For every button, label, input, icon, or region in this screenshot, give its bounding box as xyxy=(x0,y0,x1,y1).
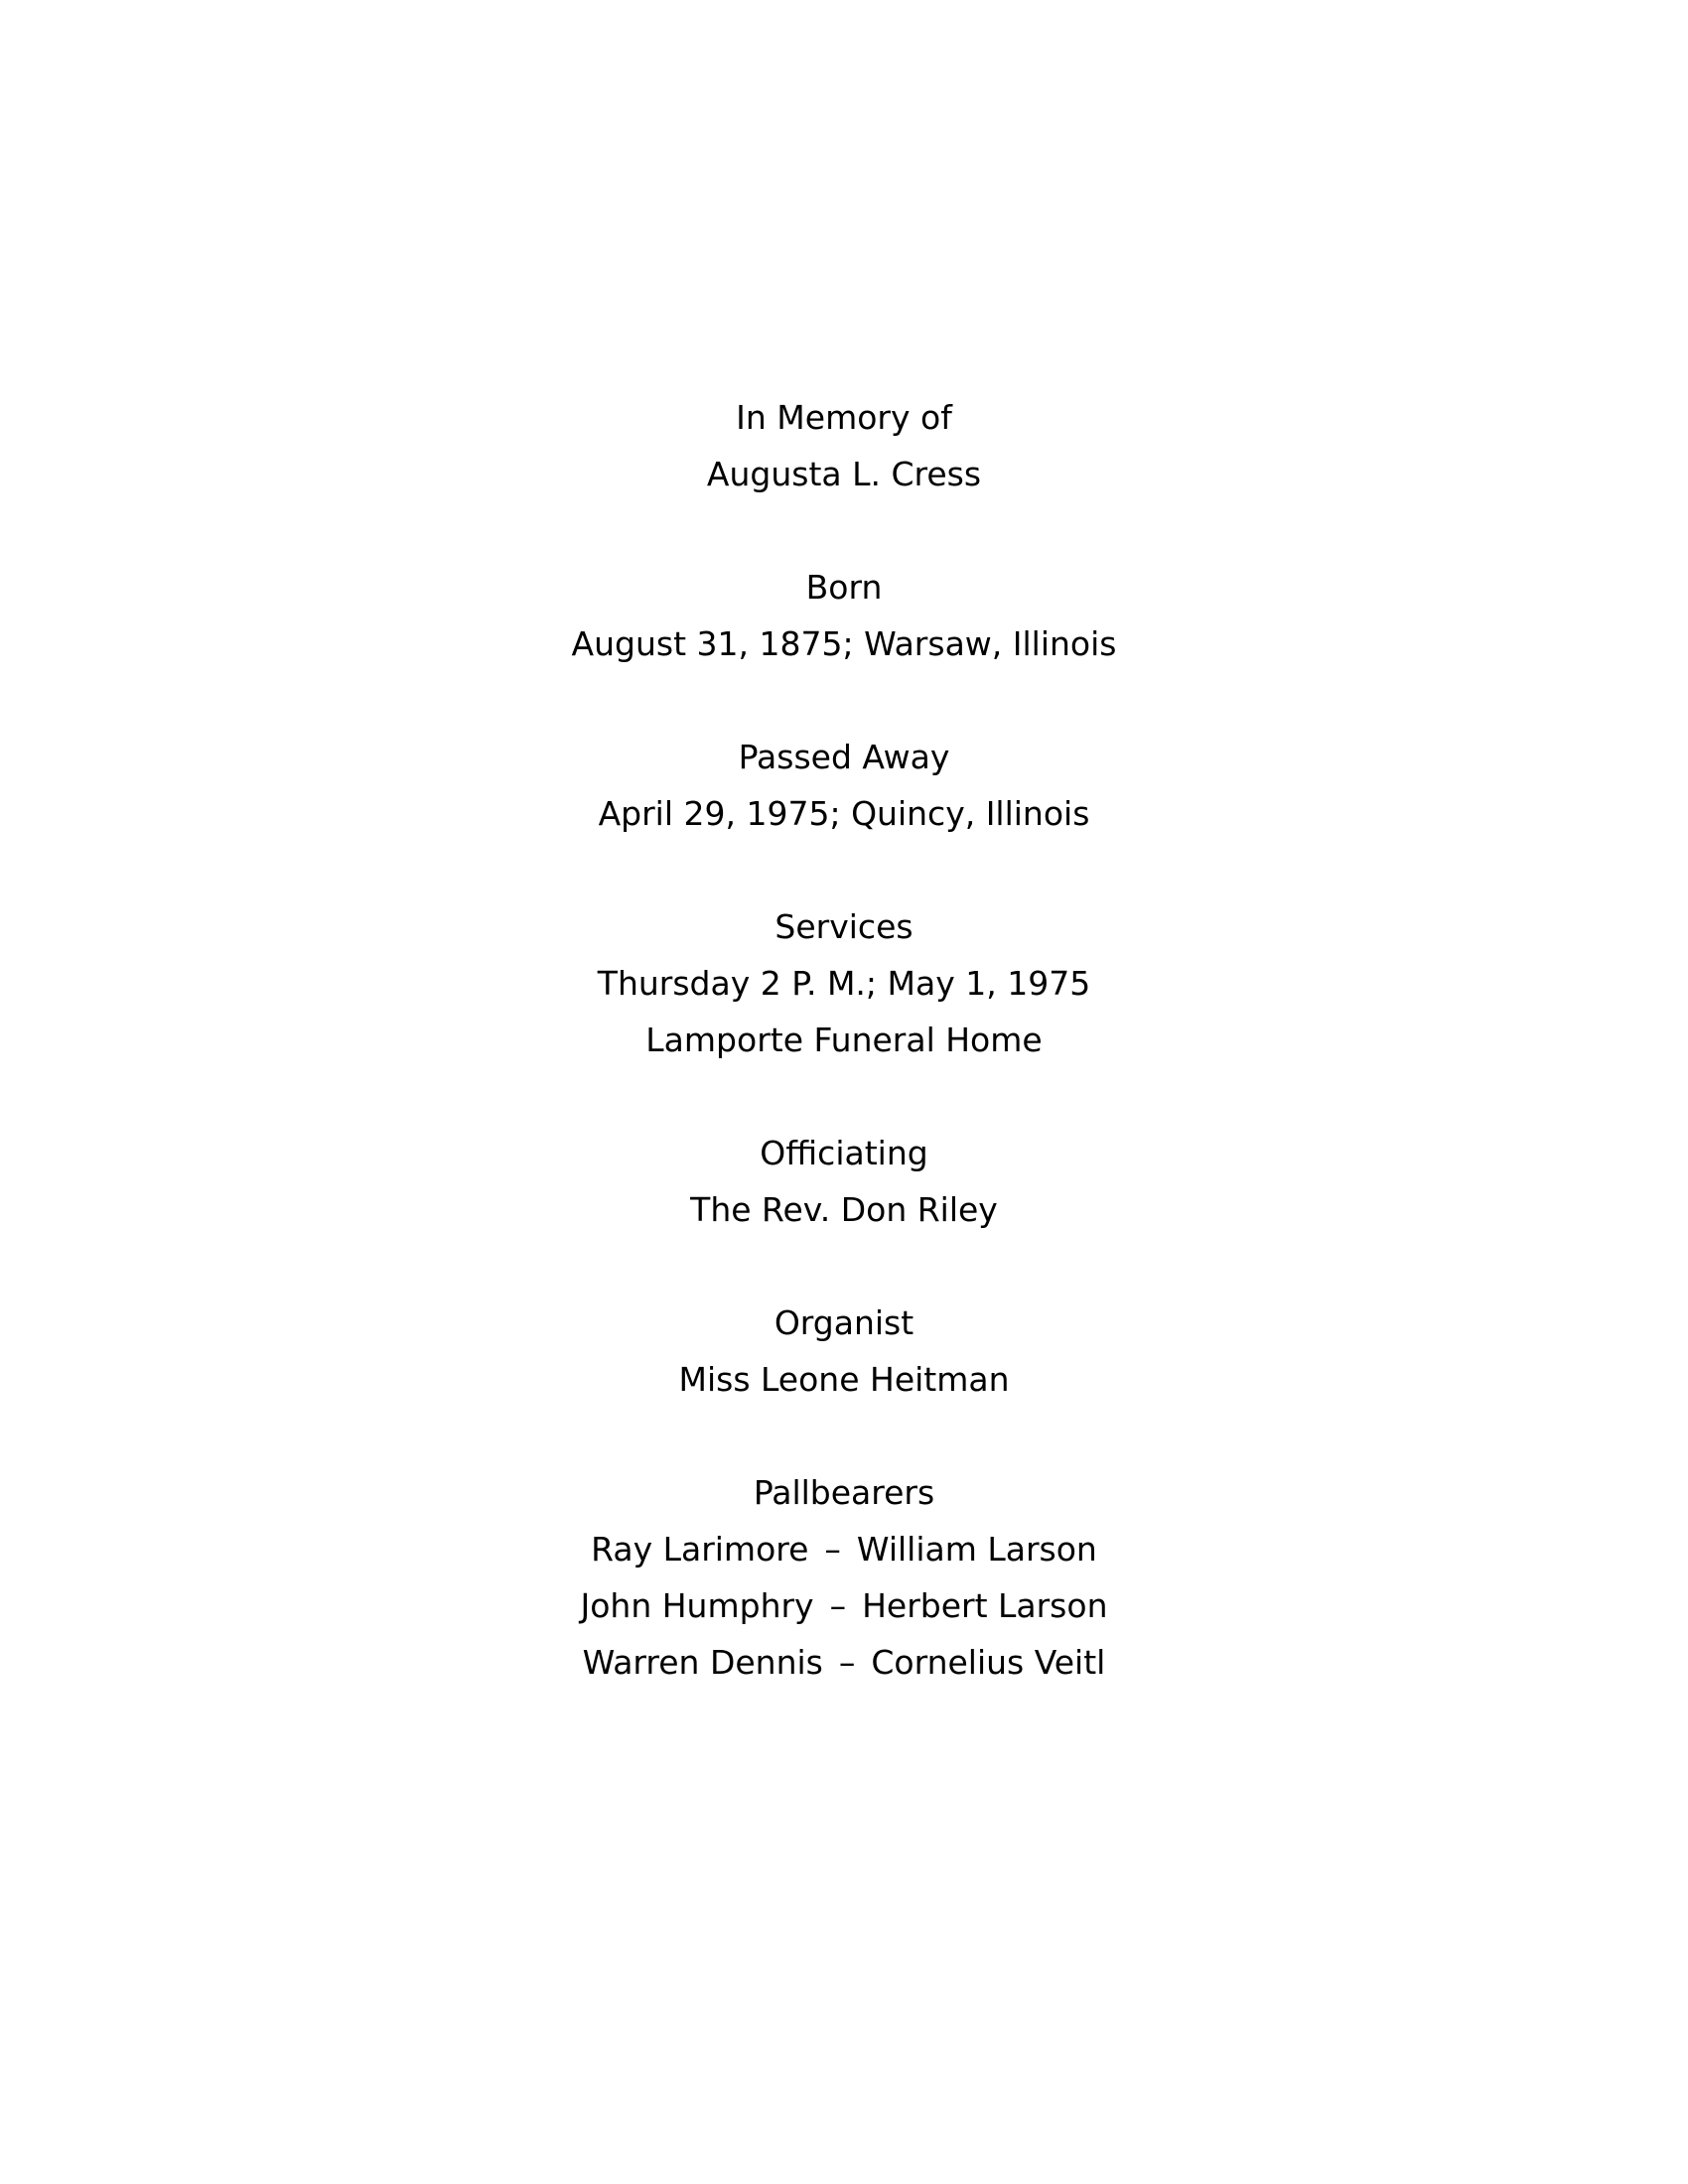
deceased-name: Augusta L. Cress xyxy=(706,455,982,493)
memorial-card xyxy=(0,389,1688,1691)
spacer xyxy=(0,1068,1688,1125)
pallbearer-separator: – xyxy=(838,1643,856,1682)
pallbearer-right: William Larson xyxy=(856,1530,1097,1569)
passed-away-label: Passed Away xyxy=(738,738,950,776)
spacer xyxy=(0,502,1688,559)
services-where: Lamporte Funeral Home xyxy=(645,1021,1043,1059)
spacer xyxy=(0,672,1688,729)
pallbearer-left: Warren Dennis xyxy=(582,1643,823,1682)
pallbearer-separator: – xyxy=(829,1586,847,1625)
services-when: Thursday 2 P. M.; May 1, 1975 xyxy=(597,964,1091,1003)
pallbearer-pair xyxy=(0,1634,1688,1691)
born-label: Born xyxy=(805,568,883,607)
officiating-value: The Rev. Don Riley xyxy=(690,1190,998,1229)
pallbearer-right: Herbert Larson xyxy=(862,1586,1108,1625)
services-label: Services xyxy=(774,907,914,946)
pallbearer-left: John Humphry xyxy=(580,1586,814,1625)
memorial-heading: In Memory of xyxy=(736,398,952,437)
pallbearer-right: Cornelius Veitl xyxy=(871,1643,1106,1682)
passed-away-value: April 29, 1975; Quincy, Illinois xyxy=(598,794,1090,833)
officiating-label: Officiating xyxy=(760,1134,928,1172)
spacer xyxy=(0,1408,1688,1464)
spacer xyxy=(0,1238,1688,1295)
organist-value: Miss Leone Heitman xyxy=(678,1360,1010,1399)
pallbearer-pair xyxy=(0,1521,1688,1577)
born-value: August 31, 1875; Warsaw, Illinois xyxy=(571,624,1117,663)
pallbearers-label: Pallbearers xyxy=(753,1473,935,1512)
organist-label: Organist xyxy=(774,1303,914,1342)
pallbearer-separator: – xyxy=(824,1530,841,1569)
spacer xyxy=(0,842,1688,898)
pallbearer-pair xyxy=(0,1577,1688,1634)
pallbearer-left: Ray Larimore xyxy=(591,1530,809,1569)
